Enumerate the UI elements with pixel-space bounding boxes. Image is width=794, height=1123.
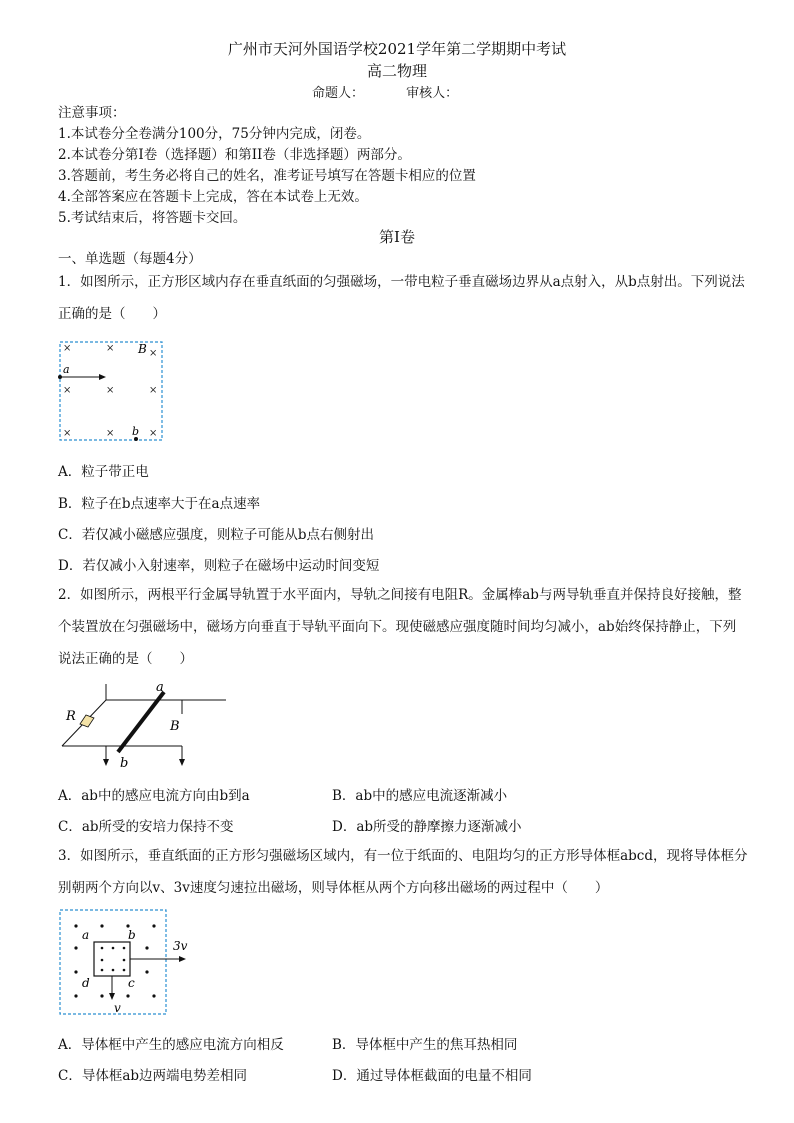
cross-mark: × [63,428,72,439]
volume-heading: 第I卷 [379,228,415,246]
corner-b-label: b [128,928,136,942]
author-label: 命题人： [312,86,365,101]
corner-d-label: d [82,976,90,990]
cross-mark: × [63,343,72,354]
exam-subject: 高二物理 [366,62,427,80]
q1-option-a: A．粒子带正电 [58,464,149,480]
note-item: 3.答题前，考生务必将自己的姓名，准考证号填写在答题卡相应的位置 [58,168,476,184]
rod-end-a-label: a [156,680,164,695]
q2-option-a: A．ab中的感应电流方向由b到a [58,788,250,804]
q1-figure [58,340,164,442]
q2-option-b: B．ab中的感应电流逐渐减小 [332,788,508,804]
cross-mark: × [106,385,115,396]
q2-stem: 2．如图所示，两根平行金属导轨置于水平面内，导轨之间接有电阻R。金属棒ab与两导轨垂直并保持良好接触，整个装置放在匀强磁场中，磁场方向垂直于导轨平面向下。现使磁感应强度随时间均匀减小，ab始终保持静止，下列说法正确的是（ ） [58,587,742,667]
q1-stem: 1．如图所示，正方形区域内存在垂直纸面的匀强磁场，一带电粒子垂直磁场边界从a点射入，从b点射出。下列说法正确的是（ ） [58,274,745,322]
corner-c-label: c [128,976,135,990]
field-label: B [138,342,147,356]
q3-figure [58,908,198,1016]
q1-option-b: B．粒子在b点速率大于在a点速率 [58,496,261,512]
q3-option-b: B．导体框中产生的焦耳热相同 [332,1037,518,1053]
q3-option-c: C．导体框ab边两端电势差相同 [58,1068,248,1084]
q2-figure [60,680,230,772]
cross-mark: × [149,348,158,359]
author-line [312,82,496,101]
q3-stem: 3．如图所示，垂直纸面的正方形匀强磁场区域内，有一位于纸面的、电阻均匀的正方形导体框abcd，现将导体框分别朝两个方向以v、3v速度匀速拉出磁场，则导体框从两个方向移出磁场的两过程中（ ） [58,848,748,896]
q3-option-d: D．通过导体框截面的电量不相同 [332,1068,532,1084]
notes-block [58,103,476,229]
resistor-label: R [66,709,76,724]
section-heading: 一、单选题（每题4分） [58,251,202,267]
field-label: B [170,719,180,734]
point-b-label: b [132,425,140,438]
q1-option-c: C．若仅减小磁感应强度，则粒子可能从b点右侧射出 [58,527,374,543]
note-item: 1.本试卷分全卷满分100分，75分钟内完成，闭卷。 [58,126,371,142]
point-a-label: a [63,363,70,376]
notes-heading: 注意事项： [58,105,126,121]
cross-mark: × [63,385,72,396]
velocity-v-label: v [114,1001,121,1015]
cross-mark: × [149,385,158,396]
note-item: 4.全部答案应在答题卡上完成，答在本试卷上无效。 [58,189,368,205]
q3-option-a: A．导体框中产生的感应电流方向相反 [58,1037,284,1053]
cross-mark: × [149,428,158,439]
exam-title: 广州市天河外国语学校2021学年第二学期期中考试 [227,40,567,58]
cross-mark: × [106,343,115,354]
cross-mark: × [106,428,115,439]
rod-end-b-label: b [120,756,129,771]
velocity-3v-label: 3v [173,939,188,953]
q1-option-d: D．若仅减小入射速率，则粒子在磁场中运动时间变短 [58,558,380,574]
corner-a-label: a [82,928,90,942]
reviewer-label: 审核人： [406,86,459,101]
note-item: 5.考试结束后，将答题卡交回。 [58,210,247,226]
note-item: 2.本试卷分第I卷（选择题）和第II卷（非选择题）两部分。 [58,147,411,163]
q2-option-d: D．ab所受的静摩擦力逐渐减小 [332,819,522,835]
q2-option-c: C．ab所受的安培力保持不变 [58,819,234,835]
